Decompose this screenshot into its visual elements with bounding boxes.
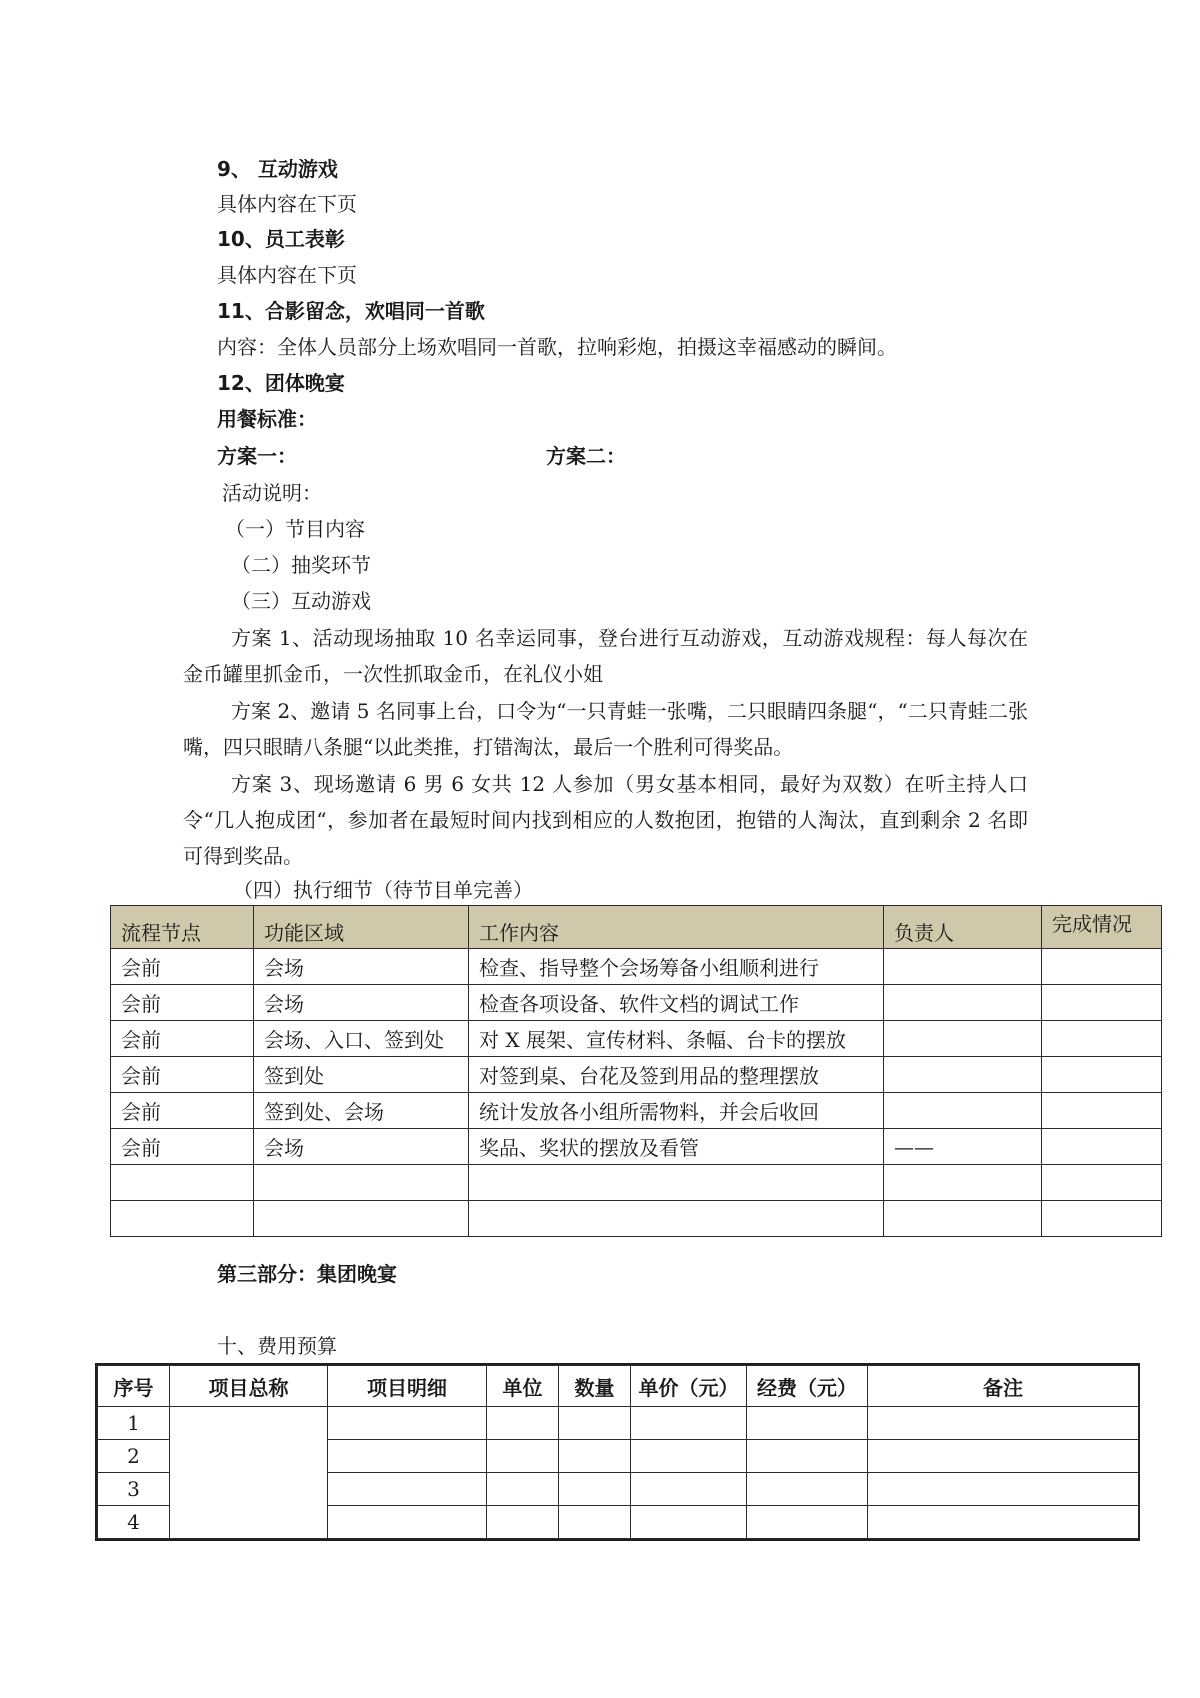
table-cell: 会前 — [111, 1021, 254, 1057]
table-row — [111, 1129, 1162, 1165]
table-cell — [1042, 1201, 1162, 1237]
table-cell — [559, 1473, 631, 1506]
table-row — [111, 1021, 1162, 1057]
table-cell — [111, 1201, 254, 1237]
table-cell — [487, 1407, 559, 1440]
table-cell — [328, 1440, 487, 1473]
table-cell: 对 X 展架、宣传材料、条幅、台卡的摆放 — [469, 1021, 884, 1057]
execution-table — [110, 905, 1162, 1237]
header-cell: 单位 — [487, 1366, 559, 1407]
table-cell — [559, 1440, 631, 1473]
table-row — [111, 1201, 1162, 1237]
header-cell: 数量 — [559, 1366, 631, 1407]
table-cell — [884, 1201, 1042, 1237]
table-cell — [328, 1473, 487, 1506]
item9-title: 9、 互动游戏 — [217, 157, 338, 181]
table-cell — [1042, 1021, 1162, 1057]
table-cell: 统计发放各小组所需物料，并会后收回 — [469, 1093, 884, 1129]
item9-text: 具体内容在下页 — [217, 192, 357, 216]
notes-sub1: （一）节目内容 — [225, 517, 365, 541]
row-number: 3 — [98, 1473, 170, 1506]
table-cell — [469, 1165, 884, 1201]
notes-sub3: （三）互动游戏 — [231, 589, 371, 613]
table-cell: 奖品、奖状的摆放及看管 — [469, 1129, 884, 1165]
table-cell — [559, 1506, 631, 1539]
table-cell — [884, 949, 1042, 985]
notes-sub2: （二）抽奖环节 — [231, 553, 371, 577]
table-cell: 对签到桌、台花及签到用品的整理摆放 — [469, 1057, 884, 1093]
table-cell: 会场、入口、签到处 — [254, 1021, 469, 1057]
plan-two-label: 方案二： — [546, 444, 626, 468]
table-cell — [884, 985, 1042, 1021]
table-cell: 会场 — [254, 1129, 469, 1165]
part3-title: 第三部分：集团晚宴 — [217, 1262, 397, 1286]
game-plan-2: 方案 2、邀请 5 名同事上台，口令为“一只青蛙一张嘴，二只眼睛四条腿“，“二只青蛙二张嘴，四只眼睛八条腿“以此类推，打错淘汰，最后一个胜利可得奖品。 — [183, 699, 1028, 759]
table-cell — [111, 1165, 254, 1201]
game-plan-1: 方案 1、活动现场抽取 10 名幸运同事，登台进行互动游戏，互动游戏规程：每人每次在金币罐里抓金币，一次性抓取金币，在礼仪小姐 — [183, 626, 1028, 686]
table-cell — [1042, 949, 1162, 985]
item11-text: 内容：全体人员部分上场欢唱同一首歌，拉响彩炮，拍摄这幸福感动的瞬间。 — [217, 335, 897, 359]
table-cell: 检查、指导整个会场筹备小组顺利进行 — [469, 949, 884, 985]
table-cell — [884, 1165, 1042, 1201]
budget-title: 十、费用预算 — [217, 1334, 337, 1358]
table-cell: 会前 — [111, 1093, 254, 1129]
table-cell — [328, 1506, 487, 1539]
table-cell: 检查各项设备、软件文档的调试工作 — [469, 985, 884, 1021]
item12-title: 12、团体晚宴 — [217, 371, 345, 395]
plan-one-label: 方案一： — [217, 444, 297, 468]
table-cell — [868, 1407, 1139, 1440]
table-cell — [868, 1506, 1139, 1539]
table-cell — [868, 1473, 1139, 1506]
table-cell — [469, 1201, 884, 1237]
header-cell: 项目明细 — [328, 1366, 487, 1407]
table-cell: —— — [884, 1129, 1042, 1165]
header-cell: 功能区域 — [254, 906, 469, 949]
table-cell — [254, 1165, 469, 1201]
budget-table-header — [98, 1366, 1139, 1407]
item10-text: 具体内容在下页 — [217, 263, 357, 287]
table-cell — [1042, 985, 1162, 1021]
header-cell: 备注 — [868, 1366, 1139, 1407]
table-row — [111, 949, 1162, 985]
table-cell — [884, 1093, 1042, 1129]
table-cell: 签到处 — [254, 1057, 469, 1093]
table-cell — [1042, 1057, 1162, 1093]
table-cell — [487, 1473, 559, 1506]
table-cell — [1042, 1129, 1162, 1165]
notes-heading: 活动说明： — [222, 481, 322, 505]
header-cell: 经费（元） — [747, 1366, 868, 1407]
header-cell: 负责人 — [884, 906, 1042, 949]
header-cell: 流程节点 — [111, 906, 254, 949]
table-cell — [487, 1440, 559, 1473]
table-cell: 会场 — [254, 985, 469, 1021]
table-cell — [747, 1506, 868, 1539]
table-row — [111, 1165, 1162, 1201]
row-number: 1 — [98, 1407, 170, 1440]
table-cell: 会场 — [254, 949, 469, 985]
table-cell: 签到处、会场 — [254, 1093, 469, 1129]
game-plan-3: 方案 3、现场邀请 6 男 6 女共 12 人参加（男女基本相同，最好为双数）在听主持人口令“几人抱成团“，参加者在最短时间内找到相应的人数抱团，抱错的人淘汰，直到剩余 2 名即可得到奖品。 — [183, 772, 1028, 868]
table-cell — [884, 1057, 1042, 1093]
table-row — [111, 1057, 1162, 1093]
table-cell: 会前 — [111, 1129, 254, 1165]
row-number: 4 — [98, 1506, 170, 1539]
header-cell: 工作内容 — [469, 906, 884, 949]
row-number: 2 — [98, 1440, 170, 1473]
table-cell — [631, 1407, 747, 1440]
header-cell: 项目总称 — [170, 1366, 328, 1407]
meal-standard: 用餐标准： — [217, 407, 317, 431]
header-cell: 序号 — [98, 1366, 170, 1407]
table-row — [111, 985, 1162, 1021]
item10-title: 10、员工表彰 — [217, 227, 345, 251]
table-cell — [559, 1407, 631, 1440]
table-cell — [747, 1473, 868, 1506]
table-cell — [868, 1440, 1139, 1473]
table-cell — [747, 1440, 868, 1473]
table-cell — [328, 1407, 487, 1440]
table-row — [111, 1093, 1162, 1129]
table-row — [98, 1407, 1139, 1440]
table-cell — [631, 1440, 747, 1473]
item11-title: 11、合影留念，欢唱同一首歌 — [217, 299, 485, 323]
table-cell — [487, 1506, 559, 1539]
table-cell — [747, 1407, 868, 1440]
table-cell — [884, 1021, 1042, 1057]
table-cell: 会前 — [111, 1057, 254, 1093]
execution-table-header — [111, 906, 1162, 949]
table-cell — [254, 1201, 469, 1237]
notes-sub4: （四）执行细节（待节目单完善） — [233, 878, 533, 902]
project-name-cell — [170, 1407, 328, 1539]
table-cell — [631, 1473, 747, 1506]
budget-table — [95, 1363, 1140, 1541]
table-cell — [1042, 1165, 1162, 1201]
table-cell — [1042, 1093, 1162, 1129]
header-cell: 完成情况 — [1042, 906, 1162, 949]
table-cell — [631, 1506, 747, 1539]
header-cell: 单价（元） — [631, 1366, 747, 1407]
table-cell: 会前 — [111, 949, 254, 985]
table-cell: 会前 — [111, 985, 254, 1021]
